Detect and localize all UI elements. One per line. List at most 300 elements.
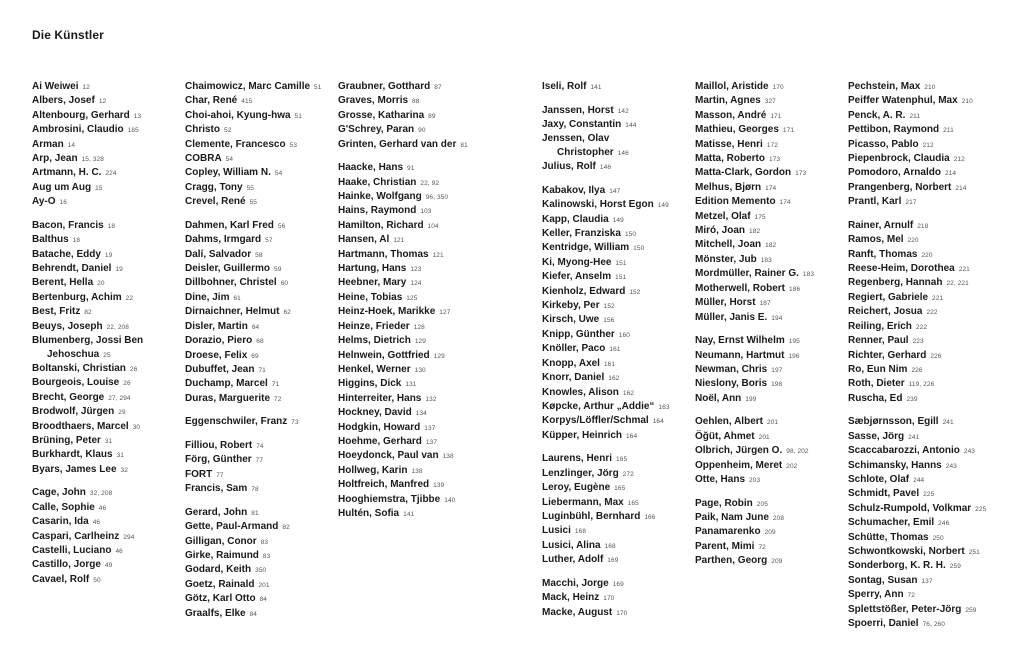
page-numbers: 164 — [652, 418, 664, 426]
page-numbers: 168 — [604, 542, 616, 550]
page-numbers: 72 — [758, 543, 766, 551]
index-entry — [848, 276, 986, 290]
page-numbers: 197 — [771, 366, 783, 374]
page-numbers: 198 — [771, 381, 783, 389]
page-numbers: 96, 350 — [425, 194, 449, 202]
artist-name: Grinten, Gerhard van der — [338, 138, 457, 150]
page-numbers: 84 — [259, 596, 267, 604]
artist-name: Altenbourg, Gerhard — [32, 109, 130, 121]
artist-name: Cragg, Tony — [185, 181, 243, 193]
artist-name: Mordmüller, Rainer G. — [695, 268, 799, 280]
index-entry — [338, 190, 468, 204]
artist-name: Paik, Nam June — [695, 511, 769, 523]
index-entry — [848, 392, 986, 406]
index-entry — [185, 248, 321, 262]
index-entry — [338, 219, 468, 233]
index-entry — [185, 152, 321, 166]
artist-name: Müller, Janis E. — [695, 311, 768, 323]
index-entry — [338, 406, 468, 420]
page-numbers: 212 — [953, 156, 965, 164]
index-entry — [338, 123, 468, 137]
index-entry — [185, 592, 321, 606]
page-numbers: 12 — [82, 84, 90, 91]
index-entry — [848, 574, 986, 588]
page-numbers: 49 — [104, 562, 113, 570]
index-entry — [32, 262, 143, 276]
index-entry — [542, 299, 670, 313]
index-entry — [338, 421, 468, 435]
page-numbers: 201 — [766, 419, 779, 427]
index-entry — [185, 181, 321, 195]
index-entry — [185, 349, 321, 363]
page-numbers: 51 — [314, 84, 322, 91]
page-numbers: 128 — [413, 323, 425, 331]
artist-name: Haake, Christian — [338, 176, 417, 188]
index-entry — [185, 520, 321, 534]
page-numbers: 211 — [909, 112, 921, 120]
artist-name: Crevel, René — [185, 196, 246, 208]
index-entry — [185, 607, 321, 621]
page-numbers: 222 — [915, 323, 928, 331]
index-entry — [32, 233, 143, 247]
index-entry — [695, 195, 814, 209]
artist-name: Casarin, Ida — [32, 516, 89, 528]
index-column-5 — [695, 80, 814, 578]
index-entry — [848, 195, 986, 209]
page-numbers: 241 — [942, 419, 954, 427]
page-numbers: 51 — [294, 112, 302, 120]
page-numbers: 89 — [428, 112, 436, 120]
index-entry — [695, 540, 814, 554]
artist-name: Hartmann, Thomas — [338, 248, 429, 260]
artist-name: Gilligan, Conor — [185, 535, 257, 547]
index-entry — [542, 313, 670, 327]
artist-name: Peiffer Watenphul, Max — [848, 95, 958, 107]
page-numbers: 187 — [759, 300, 771, 308]
index-entry — [848, 531, 986, 545]
page-numbers: 201 — [758, 433, 770, 441]
index-entry — [848, 109, 986, 123]
page-numbers: 149 — [657, 202, 669, 210]
page-numbers: 131 — [405, 381, 417, 389]
index-entry — [848, 377, 986, 391]
page-numbers: 46 — [115, 547, 123, 555]
index-entry — [185, 563, 321, 577]
artist-name: Mönster, Jub — [695, 253, 757, 265]
index-entry — [185, 506, 321, 520]
artist-name: Förg, Günther — [185, 454, 252, 466]
artist-name: Liebermann, Max — [542, 496, 624, 508]
artist-name: Dahms, Irmgard — [185, 234, 262, 246]
index-entry — [32, 181, 143, 195]
index-entry — [848, 334, 986, 348]
artist-name: Cage, John — [32, 487, 86, 499]
artist-name: Copley, William N. — [185, 167, 271, 179]
artist-name: Hansen, Al — [338, 234, 390, 246]
index-entry — [542, 132, 670, 145]
page-numbers: 53 — [289, 141, 298, 149]
index-entry — [542, 606, 670, 620]
index-entry — [32, 376, 143, 390]
page-numbers: 224 — [105, 170, 117, 178]
artist-name: Kiefer, Anselm — [542, 271, 612, 283]
artist-name: Ro, Eun Nim — [848, 363, 908, 375]
index-entry — [695, 363, 814, 377]
index-entry — [185, 453, 321, 467]
page-numbers: 170 — [772, 84, 784, 91]
index-entry — [185, 578, 321, 592]
page-numbers: 170 — [616, 609, 628, 617]
page-numbers: 62 — [283, 309, 291, 317]
letter-group — [32, 486, 143, 587]
artist-name: Graalfs, Elke — [185, 607, 246, 619]
artist-name: Kalinowski, Horst Egon — [542, 199, 654, 211]
index-entry — [338, 363, 468, 377]
page-numbers: 103 — [420, 208, 432, 216]
page-numbers: 220 — [907, 237, 919, 245]
artist-name: Schütte, Thomas — [848, 531, 929, 543]
artist-name: Grosse, Katharina — [338, 109, 425, 121]
artist-name: Choi-ahoi, Kyung-hwa — [185, 109, 291, 121]
page-numbers: 201 — [258, 581, 270, 589]
artist-name: Arp, Jean — [32, 153, 78, 165]
index-entry — [32, 123, 143, 137]
index-entry — [848, 123, 986, 137]
page-numbers: 149 — [612, 216, 624, 224]
artist-name: Spoerri, Daniel — [848, 618, 919, 629]
page-numbers: 22, 208 — [106, 323, 129, 331]
index-entry — [542, 270, 670, 284]
letter-group — [338, 80, 468, 152]
index-entry — [695, 123, 814, 137]
page-numbers: 226 — [930, 352, 942, 360]
page-numbers: 57 — [265, 237, 273, 245]
index-entry — [542, 357, 670, 371]
artist-name: Richter, Gerhard — [848, 349, 927, 361]
page-numbers: 84 — [249, 610, 258, 618]
page-numbers: 168 — [574, 528, 587, 536]
artist-name: Ki, Myong-Hee — [542, 256, 612, 268]
index-entry — [32, 501, 143, 515]
page-numbers: 150 — [624, 231, 637, 239]
page-numbers: 166 — [644, 513, 656, 521]
page-numbers: 350 — [255, 567, 267, 575]
artist-name: Götz, Karl Otto — [185, 593, 256, 605]
letter-group — [848, 415, 986, 631]
page-numbers: 20 — [97, 280, 105, 288]
index-entry — [185, 482, 321, 496]
artist-name: Motherwell, Robert — [695, 282, 786, 294]
page-numbers: 124 — [410, 280, 422, 288]
letter-group — [695, 80, 814, 325]
page-numbers: 221 — [932, 294, 944, 302]
page-numbers: 52 — [224, 127, 232, 135]
artist-name: Lusici, Alina — [542, 539, 601, 551]
page-numbers: 147 — [609, 187, 621, 195]
artist-name: Brodwolf, Jürgen — [32, 406, 115, 418]
artist-name: Gerard, John — [185, 506, 248, 518]
index-column-6 — [848, 80, 986, 641]
artist-name: Masson, André — [695, 109, 767, 121]
artist-name: Brüning, Peter — [32, 434, 101, 446]
index-entry — [542, 213, 670, 227]
index-entry — [32, 334, 143, 347]
page-numbers: 205 — [756, 500, 768, 508]
page-numbers: 243 — [963, 448, 976, 456]
index-entry — [338, 349, 468, 363]
page-numbers: 88 — [412, 98, 420, 106]
index-entry — [32, 195, 143, 209]
index-entry — [695, 109, 814, 123]
page-numbers: 199 — [745, 395, 757, 403]
artist-name: Pechstein, Max — [848, 81, 921, 92]
artist-name: Nay, Ernst Wilhelm — [695, 335, 785, 347]
index-entry — [32, 248, 143, 262]
artist-name: Heinze, Frieder — [338, 320, 410, 332]
artist-name: Panamarenko — [695, 526, 761, 538]
page-numbers: 212 — [922, 141, 934, 149]
artist-name: Matta-Clark, Gordon — [695, 167, 792, 179]
index-entry — [338, 80, 468, 94]
index-entry — [338, 377, 468, 391]
artist-name: Godard, Keith — [185, 564, 252, 576]
artist-name: Bertenburg, Achim — [32, 291, 122, 303]
index-entry — [338, 161, 468, 175]
letter-group — [542, 104, 670, 175]
artist-name: Francis, Sam — [185, 483, 248, 495]
page-numbers: 170 — [603, 595, 615, 603]
artist-name: Heine, Tobias — [338, 291, 403, 303]
page-numbers: 46 — [92, 519, 101, 527]
index-entry — [695, 152, 814, 166]
index-entry — [542, 577, 670, 591]
index-entry — [32, 276, 143, 290]
index-entry — [695, 253, 814, 267]
page-numbers: 121 — [393, 237, 405, 245]
page-numbers: 123 — [410, 266, 422, 274]
index-entry — [848, 459, 986, 473]
index-entry — [338, 291, 468, 305]
artist-name: Parent, Mimi — [695, 540, 755, 552]
index-entry — [338, 478, 468, 492]
artist-name: Aug um Aug — [32, 181, 92, 193]
page-numbers: 202 — [786, 462, 798, 470]
index-entry — [695, 430, 814, 444]
artist-name: Splettstößer, Peter-Jörg — [848, 603, 962, 615]
page-numbers: 12 — [98, 98, 107, 106]
artist-name: Goetz, Rainald — [185, 578, 255, 590]
artist-name: Køpcke, Arthur „Addie“ — [542, 400, 655, 412]
index-entry — [32, 362, 143, 376]
artist-name: Duchamp, Marcel — [185, 378, 268, 390]
page-numbers: 71 — [258, 366, 266, 374]
artist-name: Hockney, David — [338, 407, 412, 419]
index-entry — [185, 166, 321, 180]
page-numbers: 29 — [118, 409, 126, 417]
page-numbers: 129 — [414, 338, 426, 346]
index-entry — [848, 248, 986, 262]
artist-name: Blumenberg, Jossi Ben — [32, 335, 144, 347]
index-entry — [695, 138, 814, 152]
artist-name: COBRA — [185, 153, 222, 165]
page-numbers: 169 — [607, 557, 619, 565]
artist-name: Melhus, Bjørn — [695, 181, 762, 193]
page-numbers: 172 — [766, 141, 778, 149]
artist-name: Caspari, Carlheinz — [32, 530, 120, 542]
artist-name: Korpys/Löffler/Schmal — [542, 415, 649, 427]
page-numbers: 58 — [255, 251, 263, 259]
page-numbers: 137 — [921, 577, 933, 585]
page-numbers: 194 — [771, 314, 783, 322]
artist-name: Roth, Dieter — [848, 378, 905, 390]
page-numbers: 140 — [444, 496, 456, 504]
page-numbers: 183 — [802, 271, 815, 279]
index-entry — [542, 400, 670, 414]
artist-name: Hinterreiter, Hans — [338, 392, 422, 404]
page-numbers: 156 — [603, 317, 615, 325]
letter-group — [542, 184, 670, 443]
index-entry — [32, 152, 143, 166]
artist-name: Higgins, Dick — [338, 378, 402, 390]
page-numbers: 130 — [414, 366, 426, 374]
page-numbers: 162 — [608, 375, 620, 383]
index-entry — [338, 233, 468, 247]
index-entry — [542, 467, 670, 481]
page-numbers: 26 — [129, 365, 138, 373]
index-entry — [185, 94, 321, 108]
page-numbers: 161 — [603, 360, 616, 368]
page-numbers: 150 — [633, 245, 645, 253]
artist-name: Kienholz, Edward — [542, 285, 626, 297]
artist-name: Filliou, Robert — [185, 439, 253, 451]
page-numbers: 76, 260 — [922, 621, 945, 628]
index-entry — [338, 138, 468, 152]
page-numbers: 55 — [249, 199, 258, 207]
index-entry — [542, 80, 670, 94]
letter-group — [695, 334, 814, 406]
page-numbers: 259 — [949, 563, 961, 571]
index-entry — [542, 256, 670, 270]
index-entry — [32, 515, 143, 529]
index-entry — [185, 439, 321, 453]
page-numbers: 141 — [403, 510, 415, 518]
artist-name: Beuys, Joseph — [32, 320, 103, 332]
page-numbers: 214 — [955, 184, 967, 192]
page-numbers: 138 — [442, 453, 454, 461]
index-entry — [32, 463, 143, 477]
artist-name: Ay-O — [32, 196, 56, 208]
artist-name: Luginbühl, Bernhard — [542, 510, 641, 522]
page-numbers: 60 — [280, 280, 289, 288]
index-entry — [32, 405, 143, 419]
index-entry — [338, 449, 468, 463]
artist-name: Castillo, Jorge — [32, 559, 101, 571]
page-numbers: 74 — [256, 442, 264, 450]
artist-name: Dirnaichner, Helmut — [185, 306, 280, 318]
artist-name: Jaxy, Constantin — [542, 119, 622, 130]
artist-name: Pomodoro, Arnaldo — [848, 167, 941, 179]
page-numbers: 210 — [961, 98, 973, 106]
index-entry — [695, 377, 814, 391]
artist-name: Dillbohner, Christel — [185, 277, 277, 289]
index-entry — [185, 109, 321, 123]
index-entry — [848, 516, 986, 530]
page-numbers: 146 — [617, 149, 629, 157]
artist-name: Neumann, Hartmut — [695, 349, 785, 361]
page-numbers: 30 — [132, 423, 141, 431]
artist-name: Knöller, Paco — [542, 343, 606, 355]
letter-group — [185, 439, 321, 497]
index-entry — [695, 473, 814, 487]
page-numbers: 134 — [415, 410, 427, 418]
page-numbers: 83 — [260, 538, 269, 546]
artist-name: Hoeydonck, Paul van — [338, 450, 439, 462]
index-entry — [542, 371, 670, 385]
page-numbers: 225 — [923, 491, 935, 499]
artist-name: Oehlen, Albert — [695, 416, 763, 428]
artist-name: Noël, Ann — [695, 392, 742, 404]
page-numbers: 225 — [975, 505, 987, 513]
artist-name: Leroy, Eugène — [542, 482, 611, 494]
artist-name: Byars, James Lee — [32, 463, 117, 475]
artist-name: Ruscha, Ed — [848, 392, 903, 404]
artist-name: Knopp, Axel — [542, 357, 600, 369]
page-numbers: 218 — [917, 222, 929, 230]
page-numbers: 22, 92 — [420, 179, 440, 187]
page-numbers: 18 — [72, 237, 81, 245]
letter-group — [542, 577, 670, 620]
page-numbers: 87 — [434, 84, 442, 91]
page-numbers: 174 — [765, 184, 777, 192]
index-entry — [185, 219, 321, 233]
artist-name: Kapp, Claudia — [542, 213, 609, 225]
artist-name: Berent, Hella — [32, 277, 94, 289]
page-numbers: 226 — [911, 366, 923, 374]
artist-name: Holtfreich, Manfred — [338, 479, 430, 491]
page-numbers: 32, 208 — [89, 490, 113, 498]
artist-name: Prantl, Karl — [848, 196, 902, 208]
index-entry — [338, 493, 468, 507]
page-numbers: 162 — [622, 389, 635, 397]
index-entry — [185, 80, 321, 94]
index-entry — [695, 392, 814, 406]
artist-name: Mack, Heinz — [542, 592, 600, 604]
page-numbers: 244 — [913, 476, 925, 484]
page-numbers: 183 — [760, 256, 772, 264]
page-numbers: 50 — [93, 576, 101, 584]
index-entry — [542, 285, 670, 299]
page-numbers: 61 — [233, 294, 241, 302]
index-entry — [32, 558, 143, 572]
index-column-2 — [185, 80, 321, 630]
page-numbers: 203 — [749, 476, 761, 484]
artist-name: Miró, Joan — [695, 225, 746, 237]
artist-name: Knorr, Daniel — [542, 372, 605, 384]
index-entry — [185, 415, 321, 429]
artist-name: Heinz-Hoek, Marikke — [338, 306, 436, 318]
artist-name: Castelli, Luciano — [32, 544, 112, 556]
index-entry — [185, 123, 321, 137]
page-numbers: 165 — [614, 485, 626, 493]
index-entry — [32, 434, 143, 448]
artist-name: Olbrich, Jürgen O. — [695, 445, 783, 457]
artist-name: Char, René — [185, 95, 238, 107]
page-numbers: 222 — [926, 309, 938, 317]
artist-name: Arman — [32, 138, 64, 150]
artist-name: Ramos, Mel — [848, 234, 904, 246]
artist-name: Gette, Paul-Armand — [185, 521, 279, 533]
index-entry — [185, 363, 321, 377]
